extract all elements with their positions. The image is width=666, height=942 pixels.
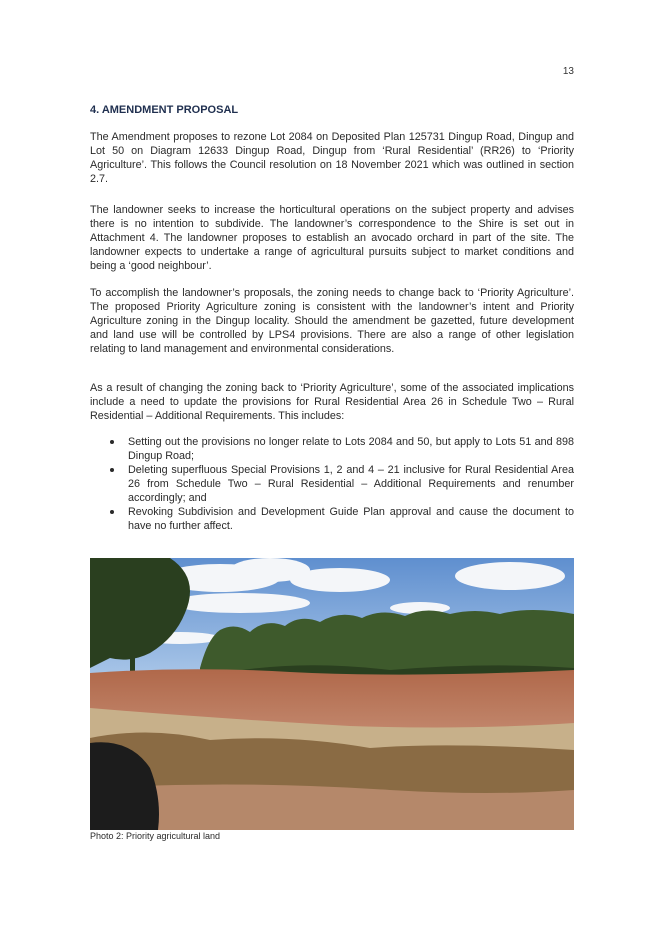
list-item (110, 463, 574, 505)
paragraph-landowner: The landowner seeks to increase the horticultural operations on the subject property and advises there is no intention to subdivide. The landowner’s correspondence to the Shire is set out in Attachment 4. The landowner proposes to establish an avocado orchard in part of the site. The landowner expects to undertake a range of agricultural pursuits subject to market conditions and being a ‘good neighbour’. (90, 204, 574, 272)
bullet-icon (110, 440, 114, 444)
paragraph-implications: As a result of changing the zoning back to ‘Priority Agriculture’, some of the associated implications include a need to update the provisions for Rural Residential Area 26 in Schedule Two – Rural Residential – Additional Requirements. This includes: (90, 382, 574, 422)
implications-list (110, 435, 574, 533)
list-item-text: Revoking Subdivision and Development Guide Plan approval and cause the document to have no further affect. (128, 506, 574, 532)
section-heading: 4. AMENDMENT PROPOSAL (90, 104, 239, 116)
list-item-text: Setting out the provisions no longer relate to Lots 2084 and 50, but apply to Lots 51 and 898 Dingup Road; (128, 436, 574, 462)
bullet-icon (110, 468, 114, 472)
list-item (110, 505, 574, 533)
list-item-text: Deleting superfluous Special Provisions 1, 2 and 4 – 21 inclusive for Rural Residential Area 26 from Schedule Two – Rural Residential – Additional Requirements and renumber accordingly; and (128, 464, 574, 504)
list-item (110, 435, 574, 463)
bullet-icon (110, 510, 114, 514)
photo-caption: Photo 2: Priority agricultural land (90, 831, 221, 841)
paragraph-rezoning: The Amendment proposes to rezone Lot 2084 on Deposited Plan 125731 Dingup Road, Dingup and Lot 50 on Diagram 12633 Dingup Road, Dingup from ‘Rural Residential’ (RR26) to ‘Priority Agriculture’. This follows the Council resolution on 18 November 2021 which was outlined in section 2.7. (90, 131, 574, 185)
paragraph-zoning-change: To accomplish the landowner’s proposals, the zoning needs to change back to ‘Priority Agriculture’. The proposed Priority Agriculture zoning is consistent with the landowner’s intent and Priority Agriculture zoning in the Dingup locality. Should the amendment be gazetted, future development and land use will be controlled by LPS4 provisions. There are also a range of other legislation relating to land management and environmental considerations. (90, 287, 574, 355)
agricultural-land-photo (90, 558, 574, 830)
page-number: 13 (562, 66, 574, 77)
